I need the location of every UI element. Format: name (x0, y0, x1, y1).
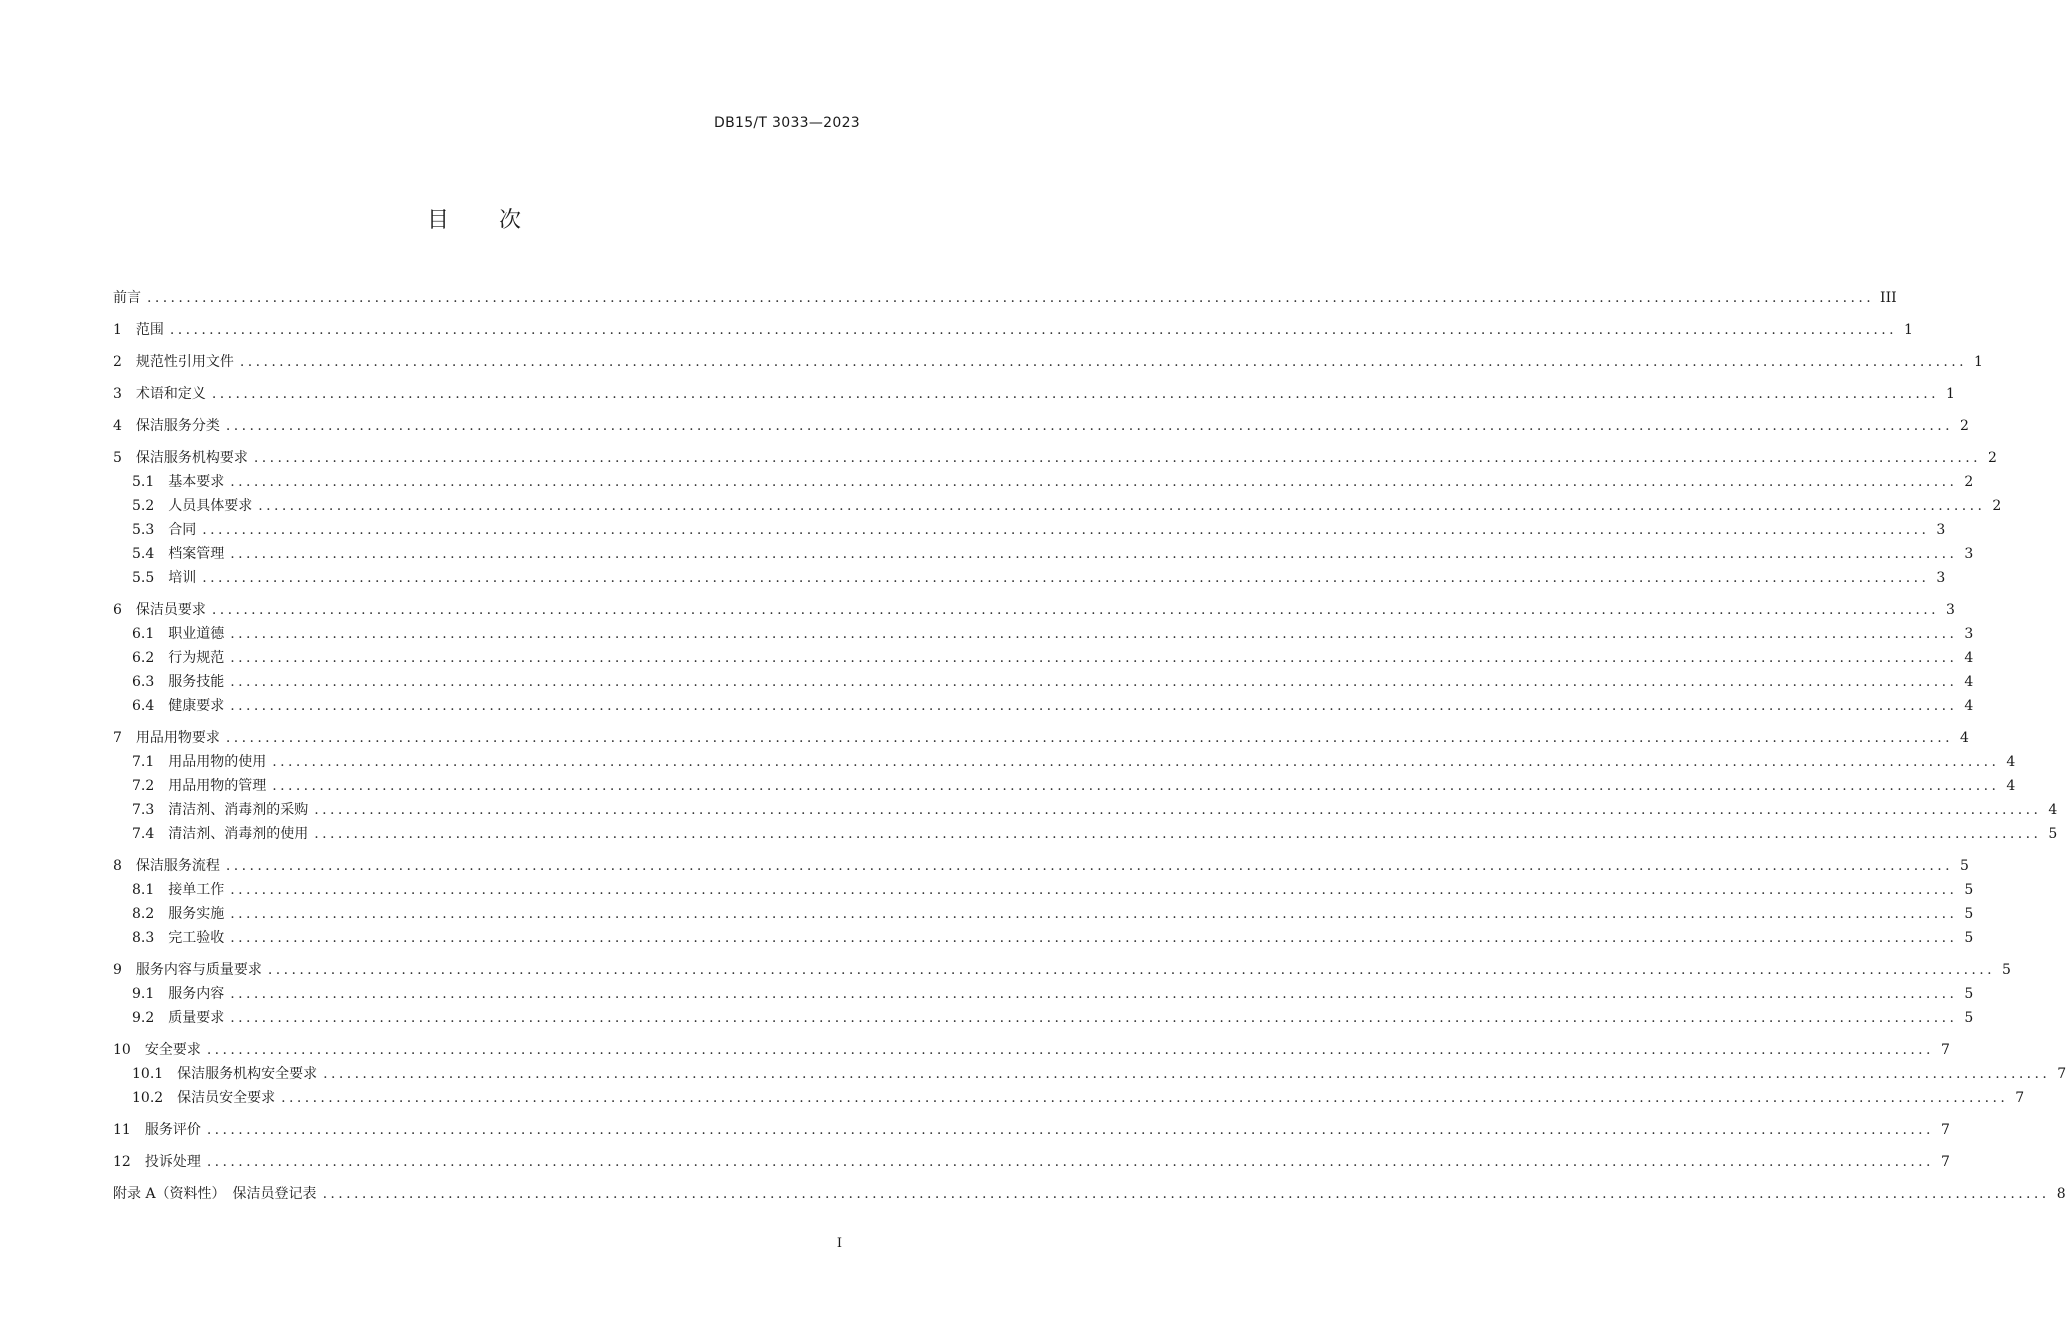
toc-entry-label: 安全要求 (144, 1042, 201, 1058)
toc-entry-label: 保洁服务流程 (135, 858, 220, 874)
toc-entry[interactable] (113, 318, 1913, 342)
title-char-2: 次 (499, 208, 524, 233)
toc-entry-page: 3 (1964, 626, 1974, 642)
toc-entry-page: 5 (1964, 930, 1974, 946)
toc-dot-leader: ............................................................................................................................................................................................................................ (211, 602, 1939, 618)
toc-dot-leader: ............................................................................................................................................................................................................................ (253, 450, 1981, 466)
toc-entry-number: 7.2 (132, 778, 155, 794)
toc-entry-number: 6.4 (132, 698, 155, 714)
toc-entry-page: 3 (1936, 522, 1946, 538)
toc-entry-page: 5 (1964, 1010, 1974, 1026)
toc-entry[interactable] (113, 446, 1997, 470)
toc-entry[interactable] (113, 646, 1974, 670)
toc-entry[interactable] (113, 750, 2016, 774)
toc-dot-leader: ............................................................................................................................................................................................................................ (147, 290, 1875, 306)
toc-dot-leader: ............................................................................................................................................................................................................................ (202, 570, 1930, 586)
toc-entry-number: 7.4 (132, 826, 155, 842)
toc-entry[interactable] (113, 902, 1974, 926)
toc-entry-label: 质量要求 (168, 1010, 225, 1026)
toc-entry-page: 1 (1974, 354, 1983, 370)
toc-dot-leader: ............................................................................................................................................................................................................................ (225, 418, 1953, 434)
toc-entry-number: 5.4 (132, 546, 155, 562)
toc-entry-number: 1 (113, 322, 122, 338)
toc-entry-page: 5 (1964, 986, 1974, 1002)
page-title (0, 203, 950, 234)
toc-entry[interactable] (113, 470, 1974, 494)
toc-entry-number: 3 (113, 386, 122, 402)
toc-dot-leader: ............................................................................................................................................................................................................................ (230, 626, 1958, 642)
toc-entry[interactable] (113, 726, 1969, 750)
toc-dot-leader: ............................................................................................................................................................................................................................ (239, 354, 1967, 370)
toc-entry-label: 服务技能 (168, 674, 225, 690)
toc-entry-page: 2 (1964, 474, 1974, 490)
toc-entry-label: 附录 A（资料性） 保洁员登记表 (113, 1186, 317, 1202)
toc-entry[interactable] (113, 350, 1983, 374)
toc-entry-number: 8.1 (132, 882, 155, 898)
toc-entry[interactable] (113, 982, 1974, 1006)
toc-dot-leader: ............................................................................................................................................................................................................................ (230, 546, 1958, 562)
toc-entry-label: 合同 (168, 522, 197, 538)
toc-entry[interactable] (113, 822, 2058, 846)
toc-entry-label: 保洁员要求 (135, 602, 206, 618)
toc-dot-leader: ............................................................................................................................................................................................................................ (230, 650, 1958, 666)
toc-entry-label: 规范性引用文件 (135, 354, 234, 370)
toc-entry-label: 服务内容与质量要求 (135, 962, 262, 978)
table-of-contents (113, 286, 2066, 1206)
toc-entry-label: 用品用物要求 (135, 730, 220, 746)
toc-entry-label: 清洁剂、消毒剂的使用 (168, 826, 309, 842)
toc-entry[interactable] (113, 854, 1969, 878)
toc-entry[interactable] (113, 670, 1974, 694)
toc-entry[interactable] (113, 958, 2011, 982)
toc-entry-number: 10.1 (132, 1066, 164, 1082)
toc-entry-number: 2 (113, 354, 122, 370)
toc-entry-label: 基本要求 (168, 474, 225, 490)
toc-entry-number: 10 (113, 1042, 131, 1058)
toc-entry-page: 4 (1960, 730, 1969, 746)
toc-entry-page: 4 (1964, 674, 1974, 690)
toc-entry-label: 行为规范 (168, 650, 225, 666)
toc-entry-label: 保洁员安全要求 (177, 1090, 276, 1106)
toc-entry[interactable] (113, 774, 2016, 798)
toc-entry-page: 2 (1988, 450, 1997, 466)
toc-entry-number: 4 (113, 418, 122, 434)
toc-entry-label: 服务内容 (168, 986, 225, 1002)
toc-dot-leader: ............................................................................................................................................................................................................................ (230, 986, 1958, 1002)
toc-entry-number: 9.1 (132, 986, 155, 1002)
toc-entry-page: 8 (2056, 1186, 2066, 1202)
toc-entry-number: 6.3 (132, 674, 155, 690)
toc-entry-number: 5.1 (132, 474, 155, 490)
toc-entry-page: 7 (2057, 1066, 2066, 1082)
toc-entry-page: 7 (1940, 1042, 1950, 1058)
toc-entry-page: 2 (1960, 418, 1969, 434)
document-code: DB15/T 3033—2023 (714, 115, 860, 131)
toc-entry[interactable] (113, 518, 1946, 542)
toc-entry-number: 8.2 (132, 906, 155, 922)
toc-entry[interactable] (113, 286, 1897, 310)
toc-entry-number: 6.2 (132, 650, 155, 666)
toc-entry-page: 5 (1964, 882, 1974, 898)
toc-dot-leader: ............................................................................................................................................................................................................................ (206, 1154, 1934, 1170)
toc-entry-page: 4 (1964, 698, 1974, 714)
toc-entry-number: 9 (113, 962, 122, 978)
toc-dot-leader: ............................................................................................................................................................................................................................ (230, 474, 1958, 490)
toc-entry-page: 4 (1964, 650, 1974, 666)
toc-entry[interactable] (113, 1118, 1950, 1142)
toc-entry-page: 5 (2002, 962, 2011, 978)
toc-entry[interactable] (113, 382, 1955, 406)
toc-entry-page: 4 (2006, 778, 2016, 794)
toc-entry-number: 8 (113, 858, 122, 874)
toc-entry-label: 服务实施 (168, 906, 225, 922)
toc-dot-leader: ............................................................................................................................................................................................................................ (230, 1010, 1958, 1026)
toc-entry-label: 完工验收 (168, 930, 225, 946)
toc-entry-label: 清洁剂、消毒剂的采购 (168, 802, 309, 818)
toc-entry-page: 4 (2048, 802, 2058, 818)
toc-entry-label: 职业道德 (168, 626, 225, 642)
toc-entry[interactable] (113, 878, 1974, 902)
toc-entry[interactable] (113, 1006, 1974, 1030)
toc-dot-leader: ............................................................................................................................................................................................................................ (314, 826, 2042, 842)
toc-dot-leader: ............................................................................................................................................................................................................................ (272, 754, 2000, 770)
toc-entry-page: 5 (1960, 858, 1969, 874)
toc-entry-label: 投诉处理 (144, 1154, 201, 1170)
toc-entry-label: 术语和定义 (135, 386, 206, 402)
toc-entry[interactable] (113, 694, 1974, 718)
toc-entry-number: 9.2 (132, 1010, 155, 1026)
toc-dot-leader: ............................................................................................................................................................................................................................ (323, 1066, 2051, 1082)
toc-dot-leader: ............................................................................................................................................................................................................................ (272, 778, 2000, 794)
toc-dot-leader: ............................................................................................................................................................................................................................ (225, 730, 1953, 746)
toc-entry-page: 7 (1940, 1122, 1950, 1138)
toc-entry-number: 10.2 (132, 1090, 164, 1106)
toc-dot-leader: ............................................................................................................................................................................................................................ (281, 1090, 2009, 1106)
toc-dot-leader: ............................................................................................................................................................................................................................ (258, 498, 1986, 514)
toc-entry[interactable] (113, 622, 1974, 646)
toc-entry-page: 1 (1946, 386, 1955, 402)
toc-entry[interactable] (113, 1086, 2025, 1110)
toc-entry[interactable] (113, 1182, 2066, 1206)
toc-entry[interactable] (113, 1150, 1950, 1174)
toc-entry[interactable] (113, 1062, 2066, 1086)
toc-entry-page: 5 (1964, 906, 1974, 922)
toc-entry[interactable] (113, 494, 2002, 518)
toc-entry-number: 5 (113, 450, 122, 466)
toc-dot-leader: ............................................................................................................................................................................................................................ (267, 962, 1995, 978)
toc-entry-number: 5.2 (132, 498, 155, 514)
toc-dot-leader: ............................................................................................................................................................................................................................ (230, 930, 1958, 946)
toc-entry-number: 7.3 (132, 802, 155, 818)
toc-entry-label: 保洁服务机构要求 (135, 450, 248, 466)
toc-entry-label: 用品用物的管理 (168, 778, 267, 794)
toc-dot-leader: ............................................................................................................................................................................................................................ (230, 906, 1958, 922)
title-char-1: 目 (426, 208, 451, 233)
toc-dot-leader: ............................................................................................................................................................................................................................ (314, 802, 2042, 818)
toc-entry-label: 用品用物的使用 (168, 754, 267, 770)
toc-dot-leader: ............................................................................................................................................................................................................................ (230, 698, 1958, 714)
toc-dot-leader: ............................................................................................................................................................................................................................ (206, 1042, 1934, 1058)
toc-entry-page: 3 (1964, 546, 1974, 562)
toc-entry-number: 12 (113, 1154, 131, 1170)
toc-entry[interactable] (113, 926, 1974, 950)
toc-entry-number: 6.1 (132, 626, 155, 642)
toc-entry-page: 3 (1946, 602, 1955, 618)
toc-entry-page: 3 (1936, 570, 1946, 586)
toc-entry-label: 前言 (113, 290, 141, 306)
toc-entry-number: 6 (113, 602, 122, 618)
toc-entry-page: 7 (1940, 1154, 1950, 1170)
toc-entry-number: 5.3 (132, 522, 155, 538)
toc-entry-number: 11 (113, 1122, 131, 1138)
toc-entry-page: 1 (1904, 322, 1913, 338)
toc-entry[interactable] (113, 566, 1946, 590)
toc-dot-leader: ............................................................................................................................................................................................................................ (322, 1186, 2050, 1202)
toc-entry-page: III (1880, 290, 1897, 306)
toc-entry-number: 8.3 (132, 930, 155, 946)
toc-entry[interactable] (113, 414, 1969, 438)
toc-entry-label: 保洁服务分类 (135, 418, 220, 434)
toc-entry-page: 2 (1992, 498, 2002, 514)
toc-dot-leader: ............................................................................................................................................................................................................................ (206, 1122, 1934, 1138)
toc-entry-label: 保洁服务机构安全要求 (177, 1066, 318, 1082)
toc-entry[interactable] (113, 1038, 1950, 1062)
toc-entry[interactable] (113, 598, 1955, 622)
toc-dot-leader: ............................................................................................................................................................................................................................ (230, 674, 1958, 690)
toc-dot-leader: ............................................................................................................................................................................................................................ (202, 522, 1930, 538)
toc-entry-number: 7.1 (132, 754, 155, 770)
footer-page-number: I (836, 1236, 842, 1251)
toc-entry-page: 4 (2006, 754, 2016, 770)
toc-entry[interactable] (113, 798, 2058, 822)
toc-dot-leader: ............................................................................................................................................................................................................................ (211, 386, 1939, 402)
toc-entry-page: 5 (2048, 826, 2058, 842)
toc-entry-label: 接单工作 (168, 882, 225, 898)
toc-dot-leader: ............................................................................................................................................................................................................................ (225, 858, 1953, 874)
toc-entry-label: 档案管理 (168, 546, 225, 562)
toc-entry-label: 服务评价 (144, 1122, 201, 1138)
toc-entry-label: 范围 (135, 322, 164, 338)
toc-entry[interactable] (113, 542, 1974, 566)
toc-entry-number: 5.5 (132, 570, 155, 586)
toc-entry-label: 培训 (168, 570, 197, 586)
toc-entry-page: 7 (2015, 1090, 2025, 1106)
toc-entry-number: 7 (113, 730, 122, 746)
toc-dot-leader: ............................................................................................................................................................................................................................ (169, 322, 1897, 338)
toc-dot-leader: ............................................................................................................................................................................................................................ (230, 882, 1958, 898)
toc-entry-label: 健康要求 (168, 698, 225, 714)
toc-entry-label: 人员具体要求 (168, 498, 253, 514)
